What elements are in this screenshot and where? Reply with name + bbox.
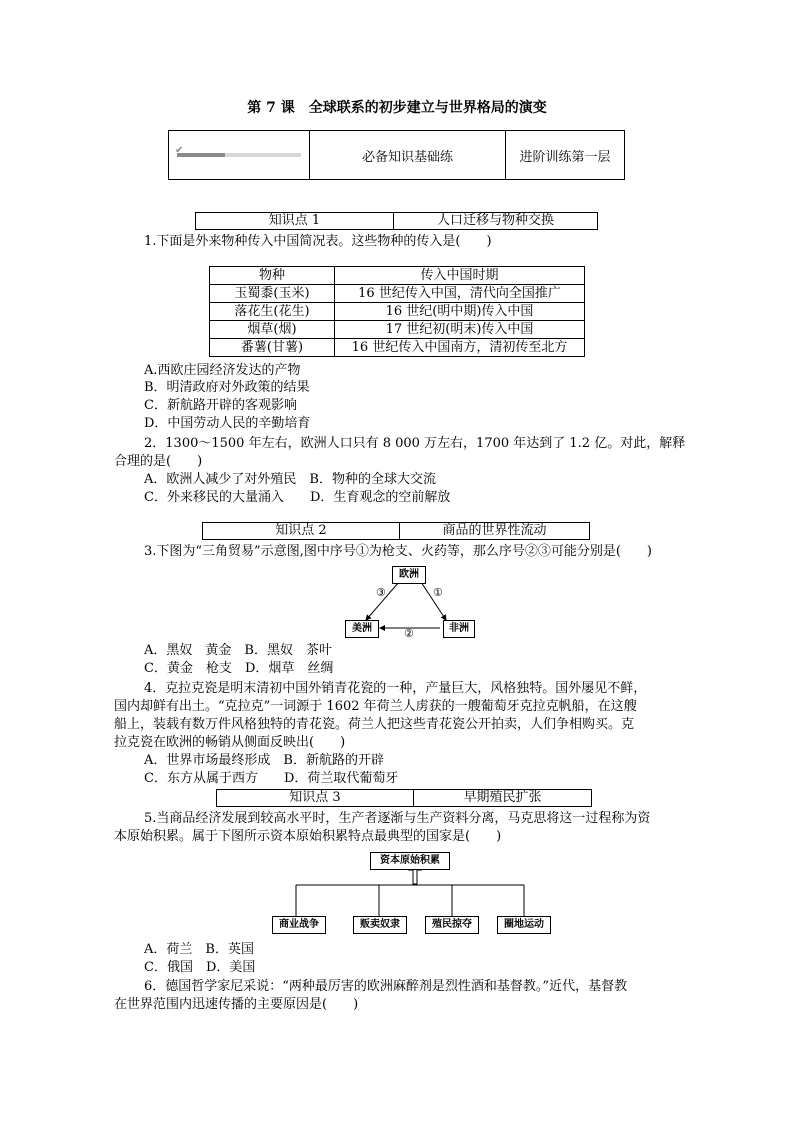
knowledge-point-3 [216,789,592,807]
q4-line1: 4．克拉克瓷是明末清初中国外销青花瓷的一种，产量巨大，风格独特。国外屡见不鲜， [144,681,647,696]
q6-line2: 在世界范围内迅速传播的主要原因是( ) [114,997,359,1012]
q2-options-cd: C．外来移民的大量涌入 D．生育观念的空前解放 [144,490,451,505]
label-1: ① [433,586,443,599]
node-slave-trade: 贩卖奴隶 [353,916,407,934]
q1-option-d: D．中国劳动人民的辛勤培育 [144,416,311,431]
node-africa: 非洲 [443,620,475,638]
q6-line1: 6．德国哲学家尼采说：“两种最厉害的欧洲麻醉剂是烈性酒和基督教。”近代，基督教 [144,979,628,994]
node-colonial-plunder: 殖民掠夺 [425,916,479,934]
node-europe: 欧洲 [392,566,426,584]
kp-topic: 人口迁移与物种交换 [394,213,598,230]
table-row: 玉蜀黍(玉米) 16 世纪传入中国，清代向全国推广 [210,285,585,303]
q3-stem: 3.下图为“三角贸易”示意图,图中序号①为枪支、火药等，那么序号②③可能分别是( ) [144,544,652,559]
table-row: 物种 传入中国时期 [210,267,585,285]
q4-line2: 国内却鲜有出土。“克拉克”一词源于 1602 年荷兰人虏获的一艘葡萄牙克拉克帆船，在这艘 [114,699,637,714]
node-commercial-war: 商业战争 [272,916,326,934]
q3-options-cd: C．黄金 枪支 D．烟草 丝绸 [144,661,334,676]
kp-label: 知识点 2 [203,523,400,540]
q3-options-ab: A．黑奴 黄金 B．黑奴 茶叶 [144,643,332,658]
table-row: 番薯(甘薯) 16 世纪传入中国南方，清初传至北方 [210,339,585,357]
q4-line3: 船上，装载有数万件风格独特的青花瓷。荷兰人把这些青花瓷公开拍卖，人们争相购买。克 [114,717,635,732]
q4-line4: 拉克瓷在欧洲的畅销从侧面反映出( ) [114,735,346,750]
q2-stem-line2: 合理的是( ) [114,454,203,469]
node-america: 美洲 [345,620,379,638]
page-title: 第 7 课 全球联系的初步建立与世界格局的演变 [247,100,547,116]
species-table [209,266,585,357]
node-accumulation-root: 资本原始积累 [370,852,450,870]
q1-stem: 1.下面是外来物种传入中国简况表。这些物种的传入是( ) [144,234,492,249]
q5-line1: 5.当商品经济发展到较高水平时，生产者逐渐与生产资料分离，马克思将这一过程称为资 [144,811,651,826]
q2-options-ab: A．欧洲人减少了对外殖民 B．物种的全球大交流 [144,472,436,487]
header-right: 进阶训练第一层 [506,131,625,180]
q2-stem-line1: 2．1300～1500 年左右，欧洲人口只有 8 000 万左右，1700 年达到了 1.2 亿。对此，解释 [144,436,686,451]
q1-option-a: A.西欧庄园经济发达的产物 [144,363,301,378]
kp-label: 知识点 3 [217,790,414,807]
progress-bar [175,145,301,159]
q5-line2: 本原始积累。属于下图所示资本原始积累特点最典型的国家是( ) [114,829,502,844]
kp-topic: 商品的世界性流动 [400,523,590,540]
label-3: ③ [376,586,386,599]
q5-options-ab: A．荷兰 B．英国 [144,942,254,957]
knowledge-point-2 [202,522,590,540]
node-enclosure: 圈地运动 [497,916,551,934]
kp-topic: 早期殖民扩张 [414,790,592,807]
lesson-header-table [168,130,625,180]
kp-label: 知识点 1 [196,213,394,230]
progress-cell [169,131,310,180]
header-middle: 必备知识基础练 [310,131,506,180]
label-2: ② [404,627,414,640]
q4-options-cd: C．东方从属于西方 D．荷兰取代葡萄牙 [144,771,399,786]
table-row: 落花生(花生) 16 世纪(明中期)传入中国 [210,303,585,321]
check-icon: ✔ [175,145,184,156]
q4-options-ab: A．世界市场最终形成 B．新航路的开辟 [144,753,384,768]
table-row: 烟草(烟) 17 世纪初(明末)传入中国 [210,321,585,339]
q1-option-c: C．新航路开辟的客观影响 [144,398,297,413]
q5-options-cd: C．俄国 D．美国 [144,960,256,975]
knowledge-point-1 [195,212,598,230]
q1-option-b: B．明清政府对外政策的结果 [144,380,310,395]
